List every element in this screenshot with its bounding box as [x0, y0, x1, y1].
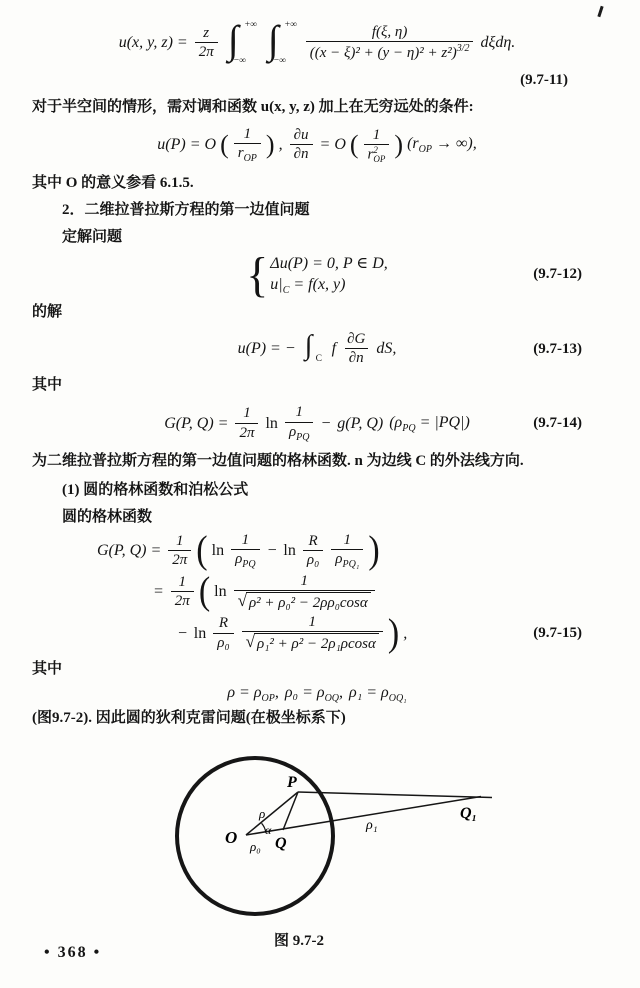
denominator: 2π	[195, 42, 218, 61]
equation-9-7-15-line3	[32, 611, 602, 655]
denominator: ∂n	[290, 144, 313, 163]
fraction-1-over-sqrt	[242, 614, 383, 653]
heading-section-2: 2．二维拉普拉斯方程的第一边值问题	[62, 201, 310, 218]
fraction-1-over-2pi	[171, 574, 194, 611]
minus-sign: −	[320, 414, 332, 432]
denominator-base: ρ	[235, 551, 243, 568]
eq14-note	[389, 414, 470, 434]
denominator-base: r	[237, 145, 244, 162]
paragraph-circle-green: 圆的格林函数	[62, 509, 153, 525]
integral-icon	[227, 17, 260, 66]
fraction-1-over-rOP-squared	[364, 127, 390, 164]
label-alpha: α	[265, 823, 272, 838]
integral-upper-limit: +∞	[284, 20, 297, 30]
system-brace: {	[246, 247, 269, 301]
numerator: R	[308, 533, 318, 550]
denominator-sub: OP	[243, 153, 257, 165]
numerator: 1	[176, 533, 184, 550]
denominator: ρ₀	[213, 633, 233, 652]
fraction-R-over-rho0	[213, 615, 233, 652]
denominator-sub: PQ	[296, 431, 310, 443]
paragraph-dejie: 的解	[32, 303, 63, 320]
scan-artifact	[597, 6, 603, 17]
ln-operator: ln	[211, 542, 225, 560]
numerator: 1	[300, 572, 308, 589]
fraction-1-over-sqrt	[234, 573, 375, 612]
eq14-g-term: g(P, Q)	[337, 414, 384, 432]
eq13-label: (9.7-13)	[533, 340, 582, 357]
integral-lower-limit: C	[315, 354, 322, 364]
equation-9-7-13	[32, 331, 602, 368]
integral-icon	[267, 17, 300, 66]
numerator: f(ξ, η)	[371, 23, 408, 40]
radicand: ρ² + ρ₀² − 2ρρ₀cosα	[246, 592, 371, 612]
figure-caption: 图 9.7-2	[274, 933, 324, 950]
radical	[238, 592, 371, 612]
integral-glyph: ∫	[304, 330, 313, 361]
fraction-du-dn	[290, 127, 313, 164]
rho-def-3	[349, 684, 407, 704]
limit-post: → ∞),	[431, 135, 477, 153]
equation-decay-conditions	[32, 126, 602, 165]
def-sub: OQ	[324, 693, 340, 705]
minus-sign: −	[266, 542, 278, 560]
numerator: R	[218, 615, 229, 632]
paragraph-where-1: 其中	[32, 377, 63, 394]
numerator: 1	[372, 126, 381, 143]
segment-O-Q1	[246, 797, 481, 836]
cond-lhs: u(P) = O	[157, 136, 217, 154]
integral-lower-limit: −∞	[233, 56, 246, 66]
note-pre: (ρ	[389, 413, 403, 431]
equals-sign: =	[153, 583, 164, 601]
circle-boundary	[177, 758, 333, 914]
denominator-base: r	[367, 146, 374, 163]
rho-def-2	[285, 684, 343, 704]
numerator: z	[203, 24, 210, 41]
def-sub: OQ₁	[388, 693, 407, 705]
numerator: ∂G	[347, 330, 366, 347]
numerator: ∂u	[293, 127, 309, 144]
rho-def-1	[227, 684, 279, 704]
label-rho: ρ	[259, 806, 266, 822]
denominator: ρ₀	[303, 550, 323, 569]
right-paren: )	[394, 130, 404, 160]
system-row-1: Δu(P) = 0, P ∈ D,	[270, 255, 388, 273]
numerator: 1	[243, 405, 251, 422]
page-number: • 368 •	[44, 944, 102, 961]
denominator: 2π	[235, 423, 258, 442]
fraction-1-over-rhoPQ1	[331, 532, 363, 571]
row2-pre: u|	[270, 276, 283, 294]
equation-9-7-12	[32, 247, 602, 301]
fraction-z-over-2pi	[195, 25, 218, 62]
paragraph-note-O: 其中 O 的意义参看 6.1.5.	[32, 174, 194, 191]
right-paren: )	[265, 130, 275, 160]
denominator: ∂n	[345, 348, 368, 367]
equation-system	[270, 253, 388, 296]
right-paren: )	[387, 611, 400, 655]
def-pre: ρ₀ = ρ	[284, 684, 325, 702]
denominator-base: ((x − ξ)² + (y − η)² + z²)	[309, 45, 457, 61]
integral-glyph: ∫	[227, 17, 239, 62]
comma: ,	[278, 136, 283, 154]
comma: ,	[403, 624, 408, 642]
integral-upper-limit: +∞	[244, 20, 257, 30]
numerator: 1	[178, 574, 187, 591]
eq13-dS: dS,	[376, 340, 397, 357]
note-sub: PQ	[402, 422, 416, 434]
label-O: O	[225, 828, 238, 848]
eq13-lhs: u(P) = −	[237, 340, 296, 357]
denominator-base: ρ	[288, 423, 297, 440]
eq12-label: (9.7-12)	[533, 266, 582, 283]
eq15-lhs: G(P, Q) =	[97, 542, 162, 560]
numerator: 1	[241, 532, 250, 548]
denominator	[285, 422, 314, 444]
exponent: 2	[373, 145, 378, 155]
subscript: OP	[373, 154, 386, 164]
numerator: 1	[308, 614, 317, 630]
denominator: 2π	[168, 550, 191, 569]
fraction-1-over-rhoPQ	[285, 404, 314, 443]
label-Q1: Q₁	[460, 805, 478, 823]
ln-operator: ln	[214, 583, 227, 601]
def-pre: ρ = ρ	[227, 684, 262, 702]
integral-lower-limit: −∞	[273, 56, 286, 66]
denominator	[234, 143, 261, 165]
figure-svg	[0, 737, 570, 929]
left-paren: (	[220, 130, 229, 160]
ln-operator: ln	[193, 624, 207, 642]
radicand: ρ₁² + ρ² − 2ρ₁ρcosα	[254, 633, 379, 653]
numerator: 1	[343, 532, 352, 548]
eq14-label: (9.7-14)	[533, 415, 582, 432]
fraction-dG-dn	[343, 331, 369, 368]
paragraph-figure-ref: (图9.7-2). 因此圆的狄利克雷问题(在极坐标系下)	[32, 710, 346, 727]
limit-sub: OP	[418, 144, 432, 156]
eq11-differentials: dξdη.	[480, 34, 516, 51]
limit-note	[407, 135, 477, 155]
denominator	[231, 549, 260, 571]
left-paren: (	[198, 570, 211, 614]
paragraph-dingjie: 定解问题	[62, 228, 123, 245]
denominator	[306, 41, 474, 62]
ln-operator: ln	[265, 414, 278, 432]
radical	[246, 633, 379, 653]
def-sub: OP	[261, 693, 275, 705]
row2-sub: C	[282, 285, 290, 297]
def-pre: ρ₁ = ρ	[349, 684, 389, 702]
denominator-exponent: 3/2	[456, 43, 470, 54]
equation-9-7-11	[32, 17, 602, 66]
label-rho0: ρ₀	[250, 839, 261, 855]
system-row-2	[270, 276, 388, 296]
eq11-lhs: u(x, y, z) =	[118, 34, 188, 51]
denominator-sub: PQ	[242, 559, 256, 571]
paragraph-where-2: 其中	[32, 661, 63, 678]
numerator: 1	[295, 404, 303, 421]
comma: ,	[339, 684, 344, 702]
row2-post: = f(x, y)	[289, 276, 346, 294]
left-paren: (	[349, 130, 359, 160]
figure-9-7-2	[32, 737, 602, 950]
equation-9-7-15-line1	[32, 529, 602, 573]
denominator	[331, 549, 363, 571]
comma: ,	[274, 684, 279, 702]
eq15-label: (9.7-15)	[533, 625, 582, 642]
radical-sign: √	[237, 591, 247, 610]
integral-glyph: ∫	[267, 17, 279, 62]
limit-pre: (r	[407, 135, 419, 153]
paragraph-green-desc: 为二维拉普拉斯方程的第一边值问题的格林函数. n 为边线 C 的外法线方向.	[32, 453, 524, 469]
fraction-poisson-kernel	[306, 24, 474, 63]
paragraph-halfspace: 对于半空间的情形，需对调和函数 u(x, y, z) 加上在无穷远处的条件:	[32, 99, 474, 115]
label-Q: Q	[275, 835, 287, 853]
ln-operator: ln	[283, 542, 296, 560]
denominator-base: ρ	[335, 551, 343, 568]
segment-P-Q1	[298, 792, 492, 798]
eq13-f: f	[331, 340, 337, 357]
equation-9-7-14	[32, 404, 602, 443]
label-rho1: ρ₁	[366, 818, 378, 834]
denominator	[364, 144, 390, 164]
eq14-lhs: G(P, Q) =	[164, 414, 229, 432]
denominator	[242, 631, 383, 653]
denominator	[234, 590, 375, 612]
fraction-R-over-rho0	[303, 533, 323, 570]
fraction-1-over-2pi	[168, 533, 191, 570]
label-P: P	[287, 774, 297, 792]
denominator: 2π	[171, 591, 194, 610]
denominator-sub: PQ₁	[342, 559, 360, 571]
fraction-1-over-2pi	[235, 405, 258, 442]
left-paren: (	[196, 529, 208, 573]
minus-sign: −	[177, 624, 188, 642]
equation-9-7-15-line2	[32, 570, 602, 614]
equation-rho-definitions	[32, 684, 602, 704]
fraction-1-over-rOP	[234, 126, 261, 165]
fraction-1-over-rhoPQ	[231, 532, 260, 571]
eq11-label: (9.7-11)	[520, 72, 568, 88]
heading-item-1: (1) 圆的格林函数和泊松公式	[62, 482, 249, 498]
radical-sign: √	[245, 632, 256, 652]
note-post: = |PQ|)	[415, 413, 470, 431]
sup-sub-stack	[373, 146, 385, 164]
numerator: 1	[243, 126, 252, 142]
cond-equals-O: = O	[319, 136, 346, 154]
integral-icon	[305, 332, 327, 366]
equation-block-9-7-11	[32, 17, 602, 89]
right-paren: )	[368, 529, 380, 573]
